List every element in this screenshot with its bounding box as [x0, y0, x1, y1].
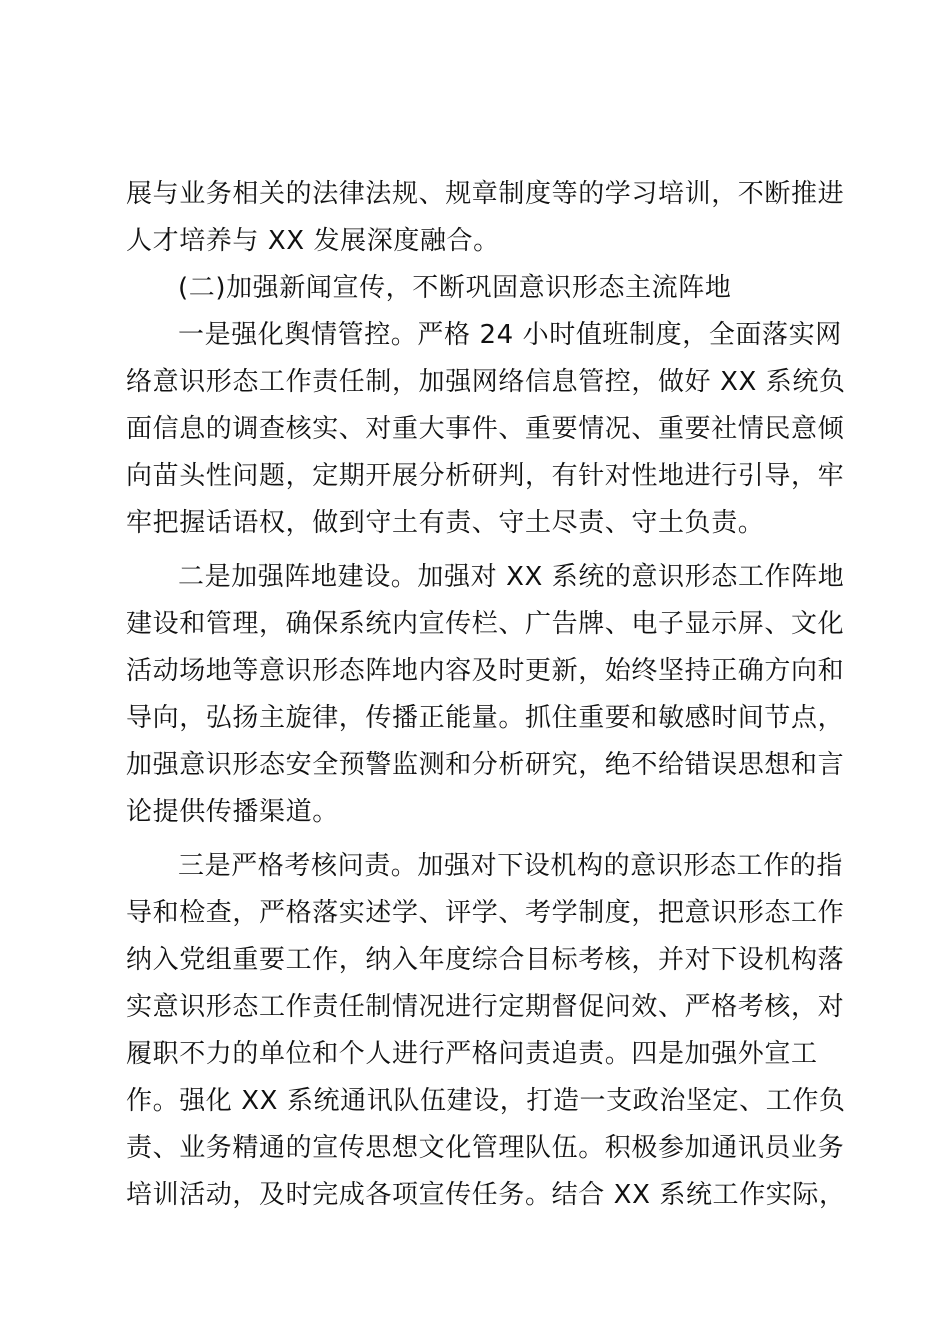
text-line: 建设和管理，确保系统内宣传栏、广告牌、电子显示屏、文化 — [126, 609, 845, 639]
text-line: 纳入党组重要工作，纳入年度综合目标考核，并对下设机构落 — [126, 945, 845, 975]
text-line: 一是强化舆情管控。严格 24 小时值班制度，全面落实网 — [178, 320, 842, 350]
text-line: 实意识形态工作责任制情况进行定期督促问效、严格考核，对 — [126, 992, 845, 1022]
text-line: 络意识形态工作责任制，加强网络信息管控，做好 XX 系统负 — [126, 367, 846, 397]
section-heading: (二)加强新闻宣传，不断巩固意识形态主流阵地 — [178, 273, 732, 303]
text-line: 人才培养与 XX 发展深度融合。 — [126, 226, 500, 256]
text-line: 导和检查，严格落实述学、评学、考学制度，把意识形态工作 — [126, 898, 845, 928]
text-line: 牢把握话语权，做到守土有责、守土尽责、守土负责。 — [126, 508, 765, 538]
text-line: 责、业务精通的宣传思想文化管理队伍。积极参加通讯员业务 — [126, 1133, 845, 1163]
text-line: 展与业务相关的法律法规、规章制度等的学习培训，不断推进 — [126, 179, 845, 209]
text-line: 二是加强阵地建设。加强对 XX 系统的意识形态工作阵地 — [178, 562, 845, 592]
text-line: 论提供传播渠道。 — [126, 797, 339, 827]
text-line: 三是严格考核问责。加强对下设机构的意识形态工作的指 — [178, 851, 844, 881]
text-line: 导向，弘扬主旋律，传播正能量。抓住重要和敏感时间节点， — [126, 703, 845, 733]
text-line: 活动场地等意识形态阵地内容及时更新，始终坚持正确方向和 — [126, 656, 845, 686]
text-line: 向苗头性问题，定期开展分析研判，有针对性地进行引导，牢 — [126, 461, 845, 491]
text-line: 面信息的调查核实、对重大事件、重要情况、重要社情民意倾 — [126, 414, 845, 444]
text-line: 加强意识形态安全预警监测和分析研究，绝不给错误思想和言 — [126, 750, 845, 780]
text-line: 作。强化 XX 系统通讯队伍建设，打造一支政治坚定、工作负 — [126, 1086, 846, 1116]
text-line: 培训活动，及时完成各项宣传任务。结合 XX 系统工作实际， — [126, 1180, 846, 1210]
text-line: 履职不力的单位和个人进行严格问责追责。四是加强外宣工 — [126, 1039, 818, 1069]
